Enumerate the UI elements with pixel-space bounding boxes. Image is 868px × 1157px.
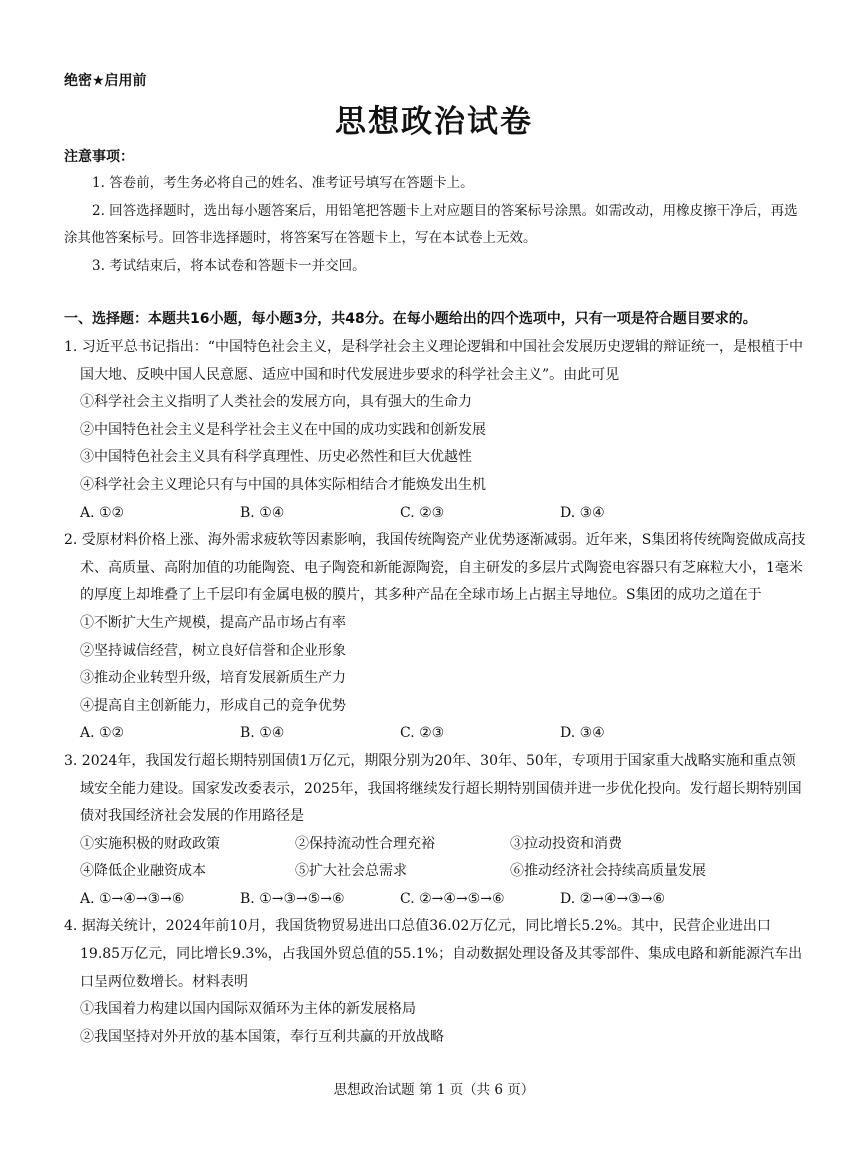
note-item: 2. 回答选择题时，选出每小题答案后，用铅笔把答题卡上对应题目的答案标号涂黑。如需改动，用橡皮擦干净后，再选涂其他答案标号。回答非选择题时，将答案写在答题卡上，写在本试卷上无效。 — [64, 202, 798, 246]
statement: ②保持流动性合理充裕 — [295, 835, 435, 852]
option-a: A. ①② — [80, 725, 125, 742]
statement: ③推动企业转型升级，培育发展新质生产力 — [80, 670, 346, 687]
option-b: B. ①→③→⑤→⑥ — [240, 890, 345, 907]
note-item: 1. 答卷前，考生务必将自己的姓名、准考证号填写在答题卡上。 — [92, 175, 474, 191]
note-item: 3. 考试结束后，将本试卷和答题卡一并交回。 — [92, 257, 366, 274]
option-b: B. ①④ — [240, 504, 285, 521]
option-d: D. ③④ — [560, 725, 605, 742]
statement-row — [64, 858, 808, 886]
answer-options — [64, 720, 808, 748]
question-2 — [64, 527, 808, 748]
question-3 — [64, 748, 808, 914]
question-stem: 4. 据海关统计，2024年前10月，我国货物贸易进出口总值36.02万亿元，同比增长5.2%。其中，民营企业进出口19.85万亿元，同比增长9.3%，占我国外贸总值的55.1%；自动数据处理设备及其零部件、集成电路和新能源汽车出口呈两位数增长。材料表明 — [64, 918, 803, 990]
statement: ④科学社会主义理论只有与中国的具体实际相结合才能焕发出生机 — [80, 476, 486, 493]
question-stem: 1. 习近平总书记指出：“中国特色社会主义，是科学社会主义理论逻辑和中国社会发展历史逻辑的辩证统一，是根植于中国大地、反映中国人民意愿、适应中国和时代发展进步要求的科学社会主义”。由此可见 — [64, 339, 803, 383]
option-a: A. ①→④→③→⑥ — [80, 890, 185, 907]
answer-options — [64, 500, 808, 528]
option-b: B. ①④ — [240, 725, 285, 742]
statement: ③中国特色社会主义具有科学真理性、历史必然性和巨大优越性 — [80, 449, 472, 466]
statement: ①我国着力构建以国内国际双循环为主体的新发展格局 — [80, 1001, 416, 1018]
statement: ①科学社会主义指明了人类社会的发展方向，具有强大的生命力 — [80, 394, 472, 411]
option-c: C. ②→④→⑤→⑥ — [400, 890, 505, 907]
statement-row — [64, 831, 808, 859]
statement: ⑥推动经济社会持续高质量发展 — [510, 863, 706, 880]
answer-options — [64, 886, 808, 914]
statement: ②坚持诚信经营，树立良好信誉和企业形象 — [80, 642, 346, 659]
option-d: D. ②→④→③→⑥ — [560, 890, 666, 907]
statement: ②我国坚持对外开放的基本国策，奉行互利共赢的开放战略 — [80, 1028, 444, 1045]
statement: ④降低企业融资成本 — [80, 863, 206, 880]
question-stem: 3. 2024年，我国发行超长期特别国债1万亿元，期限分别为20年、30年、50年，专项用于国家重大战略实施和重点领域安全能力建设。国家发改委表示，2025年，我国将继续发行超长期特别国债并进一步优化投向。发行超长期特别国债对我国经济社会发展的作用路径是 — [64, 752, 802, 825]
statement: ①不断扩大生产规模，提高产品市场占有率 — [80, 614, 346, 631]
option-a: A. ①② — [80, 504, 125, 521]
question-list — [64, 334, 808, 1051]
option-c: C. ②③ — [400, 725, 445, 742]
question-stem: 2. 受原材料价格上涨、海外需求疲软等因素影响，我国传统陶瓷产业优势逐渐减弱。近年来，S集团将传统陶瓷做成高技术、高质量、高附加值的功能陶瓷、电子陶瓷和新能源陶瓷，自主研发的多层片式陶瓷电容器只有芝麻粒大小，1毫米的厚度上却堆叠了上千层印有金属电极的膜片，其多种产品在全球市场上占据主导地位。S集团的成功之道在于 — [64, 532, 806, 604]
question-1 — [64, 334, 808, 527]
exam-title: 思想政治试卷 — [335, 104, 533, 140]
notes-list — [64, 170, 804, 280]
option-c: C. ②③ — [400, 504, 445, 521]
notes-heading: 注意事项： — [64, 149, 134, 165]
secret-mark: 绝密★启用前 — [64, 73, 147, 89]
option-d: D. ③④ — [560, 504, 605, 521]
statement: ③拉动投资和消费 — [510, 835, 622, 852]
statement: ④提高自主创新能力，形成自己的竞争优势 — [80, 697, 346, 714]
statement: ②中国特色社会主义是科学社会主义在中国的成功实践和创新发展 — [80, 421, 486, 438]
statement: ①实施积极的财政政策 — [80, 835, 220, 852]
section-heading: 一、选择题：本题共16小题，每小题3分，共48分。在每小题给出的四个选项中，只有一项是符合题目要求的。 — [64, 311, 757, 327]
statement: ⑤扩大社会总需求 — [295, 863, 407, 880]
page-footer: 思想政治试题 第 1 页（共 6 页） — [333, 1082, 535, 1098]
question-4 — [64, 913, 808, 1051]
